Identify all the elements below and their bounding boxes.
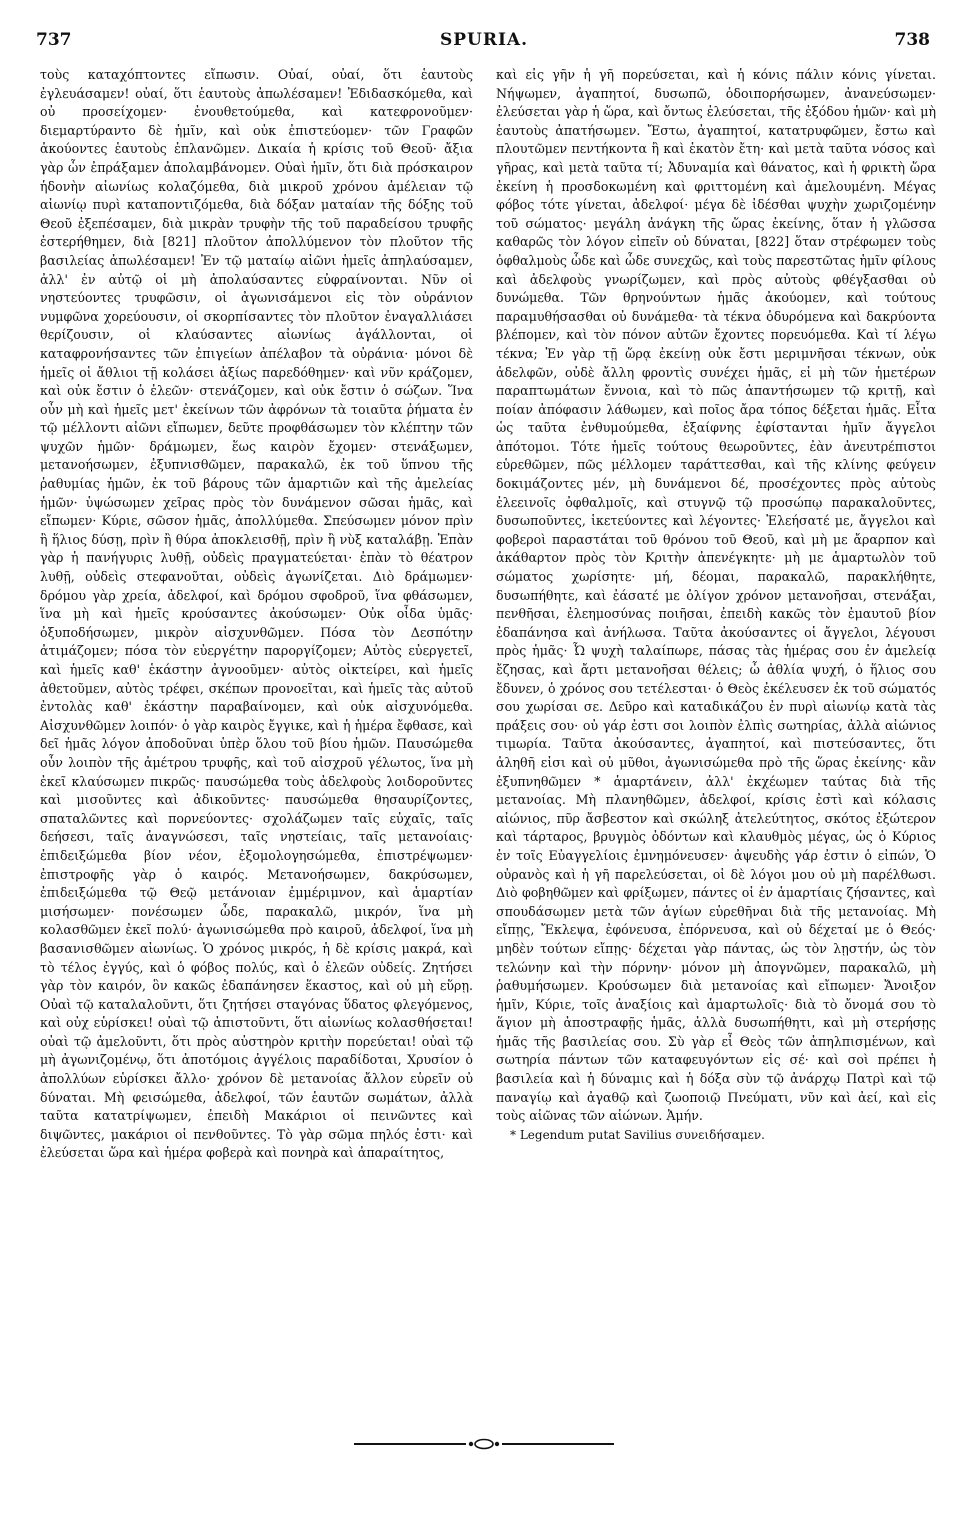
page-number-right: 738 (894, 30, 930, 50)
running-header (30, 30, 938, 54)
right-column (496, 66, 936, 1144)
right-column-text: καὶ εἰς γῆν ἡ γῆ πορεύσεται, καὶ ἡ κόνις πάλιν κόνις γίνεται. Νήψωμεν, ἀγαπητοί, δυσωπῶ, ὁδοιπορήσωμεν, ἀνανεύσωμεν· ἐλεύσεται γὰρ ἡ ὥρα, καὶ ὄντως ἐλεύσεται, τῆς ἐξόδου ἡμῶν· καὶ μὴ ἑαυτοὺς ἀπατήσωμεν. Ἔστω, ἀγαπητοί, κατατρυφῶμεν, ἔστω καὶ πλουτῶμεν πεντήκοντα ἢ καὶ ἑκατὸν ἔτη· καὶ μετὰ ταῦτα νόσος καὶ γῆρας, καὶ μετὰ ταῦτα τί; Ἀδυναμία καὶ θάνατος, καὶ ἡ φρικτὴ ὥρα ἐκείνη ἡ προσδοκωμένη καὶ φριττομένη καὶ ἀμελουμένη. Μέγας φόβος τότε γίνεται, ἀδελφοί· μέγα δὲ ἰδέσθαι ψυχὴν χωριζομένην τοῦ σώματος· μεγάλη ἀνάγκη τῆς ὥρας ἐκείνης, ὅταν ἡ γλῶσσα καθαρῶς τὸν λόγον εἰπεῖν οὐ δύναται, [822] ὅταν στρέφωμεν τοὺς ὀφθαλμοὺς ὧδε καὶ ὧδε συνεχῶς, καὶ τοὺς παρεστῶτας ἡμῖν φίλους καὶ ἀδελφοὺς γνωρίζωμεν, καὶ πρὸς αὐτοὺς φθέγξασθαι οὐ δυνώμεθα. Τῶν θρηνούντων ἡμᾶς ἀκούομεν, καὶ τούτους παραμυθήσασθαι οὐ δυνάμεθα· τὰ τέκνα ὀδυρόμενα καὶ δακρύοντα βλέπομεν, καὶ τὸν πόνον αὐτῶν ἔχοντες πορευόμεθα. Καὶ τί λέγω τέκνα; Ἐν γὰρ τῇ ὥρᾳ ἐκείνῃ οὐκ ἔστι μεριμνῆσαι τέκνων, οὐκ ἀδελφῶν, οὐδὲ ἄλλη φροντὶς συνέχει ἡμᾶς, εἰ μὴ τῶν ἡμετέρων παραπτωμάτων ἔννοια, καὶ τὸ πῶς ἀπαντήσωμεν τῷ κριτῇ, καὶ ποίαν ἀπόφασιν λάθωμεν, καὶ ποῖος ἄρα τόπος δέξεται ἡμᾶς. Εἶτα ὡς ταῦτα ἐνθυμούμεθα, ἐξαίφνης ἐφίστανται ἡμῖν ἄγγελοι ἀπότομοι. Τότε ἡμεῖς τούτους θεωροῦντες, ἐὰν ἀνευτρέπιστοι εὑρεθῶμεν, πῶς μέλλομεν ταράττεσθαι, καὶ τῆς κλίνης φεύγειν δοκιμάζοντες μέν, μὴ δυνάμενοι δέ, προσέχοντες πρὸς αὐτοὺς ἐλεεινοῖς ὀφθαλμοῖς, καὶ στυγνῷ τῷ προσώπῳ παρακαλοῦντες, δυσωποῦντες, ἱκετεύοντες καὶ λέγοντες· Ἐλεήσατέ με, ἄγγελοι καὶ φοβεροὶ παραστάται τοῦ θρόνου τοῦ Θεοῦ, καὶ μὴ με ἄραρπον καὶ ἀκάθαρτον πρὸς τὸν Κριτὴν ἀπενέγκητε· μὴ με ἁμαρτωλὸν τοῦ σώματος χωρίσητε· μή, δέομαι, παρακαλῶ, παρακλήθητε, δυσωπήθητε, καὶ ἐάσατέ με ὀλίγον χρόνον μετανοῆσαι, στενάξαι, πενθῆσαι, ἐλεημοσύνας ποιῆσαι, ἐπειδὴ κακῶς τὸν ἐμαυτοῦ βίον ἐδαπάνησα καὶ ἀνήλωσα. Ταῦτα ἀκούσαντες οἱ ἄγγελοι, λέγουσι πρὸς ἡμᾶς· Ὦ ψυχὴ ταλαίπωρε, πάσας τὰς ἡμέρας σου ἐν ἀμελείᾳ ἔζησας, καὶ ἄρτι μετανοῆσαι θέλεις; ὦ ἀθλία ψυχή, ὁ ἥλιος σου ἔδυνεν, ὁ χρόνος σου τετέλεσται· ὁ Θεὸς ἐκέλευσεν ἐκ τοῦ σώματός σου χωρίσαι σε. Δεῦρο καὶ καταδικάζου ἐν πυρὶ αἰωνίῳ κατὰ τὰς πράξεις σου· οὐ γάρ ἐστι σοι λοιπὸν ἐλπὶς σωτηρίας, ἀλλὰ αἰώνιος τιμωρία. Ταῦτα ἀκούσαντες, ἀγαπητοί, καὶ πιστεύσαντες, ὅτι ἀληθῆ εἰσι καὶ οὐ μῦθοι, ἀγωνισώμεθα πρὸ τῆς ὥρας ἐκείνης· κἂν ἐξυπνηθῶμεν * ἁμαρτάνειν, ἀλλ' ἐκχέωμεν ταύτας διὰ τῆς μετανοίας. Μὴ πλανηθῶμεν, ἀδελφοί, κρίσις ἐστὶ καὶ κόλασις αἰώνιος, πῦρ ἄσβεστον καὶ σκώληξ ἀτελεύτητος, σκότος ἐξώτερον καὶ τάρταρος, βρυγμὸς ὀδόντων καὶ κλαυθμὸς μέγας, ὡς ὁ Κύριος ἐν τοῖς Εὐαγγελίοις ἐμνημόνευσεν· ἀψευδὴς γάρ ἐστιν ὁ εἰπών, Ὁ οὐρανὸς καὶ ἡ γῆ παρελεύσεται, οἱ δὲ λόγοι μου οὐ μὴ παρέλθωσι. Διὸ φοβηθῶμεν καὶ φρίξωμεν, πάντες οἱ ἐν ἁμαρτίαις ζήσαντες, καὶ σπουδάσωμεν μετὰ τῶν ἁγίων εὑρεθῆναι διὰ τῆς μετανοίας. Μὴ εἴπῃς, Ἔκλεψα, ἐφόνευσα, ἐπόρνευσα, καὶ οὐ δέχεταί με ὁ Θεός· μηδὲν τούτων εἴπῃς· δέχεται γὰρ πάντας, ὡς τὸν λῃστήν, ὡς τὸν τελώνην καὶ τὴν πόρνην· μόνον μὴ ἀπογνῶμεν, παρακαλῶ, μὴ ῥαθυμήσωμεν. Κρούσωμεν διὰ μετανοίας καὶ εἴπωμεν· Ἄνοιξον ἡμῖν, Κύριε, τοῖς ἀναξίοις καὶ ἁμαρτωλοῖς· διὰ τὸ ὄνομά σου τὸ ἅγιον μὴ ἀποστραφῇς ἡμᾶς, ἀλλὰ δυσωπήθητι, καὶ μὴ στερήσῃς ἡμᾶς τῆς βασιλείας σου. Σὺ γὰρ εἶ Θεὸς τῶν ἀπηλπισμένων, καὶ σωτηρία πάντων τῶν καταφευγόντων εἰς σέ· καὶ σοὶ πρέπει ἡ βασιλεία καὶ ἡ δύναμις καὶ ἡ δόξα σὺν τῷ ἀνάρχῳ Πατρὶ καὶ τῷ παναγίῳ καὶ ἀγαθῷ καὶ ζωοποιῷ Πνεύματι, νῦν καὶ ἀεί, καὶ εἰς τοὺς αἰῶνας τῶν αἰώνων. Ἀμήν. (496, 67, 936, 1124)
running-title: SPURIA. (439, 30, 529, 50)
left-column (40, 66, 473, 1163)
left-column-text: τοὺς καταχόπτοντες εἴπωσιν. Οὐαί, οὐαί, ὅτι ἑαυτοὺς ἐγλευάσαμεν! οὐαί, ὅτι ἑαυτοὺς ἀπωλέσαμεν! Ἐδιδασκόμεθα, καὶ οὐ προσείχομεν· ἐνουθετούμεθα, καὶ κατεφρονοῦμεν· διεμαρτύραντο δὲ ἡμῖν, καὶ οὐκ ἐπιστεύομεν· τῶν Γραφῶν ἀκούοντες ἑαυτοὺς ἐπλανῶμεν. Δικαία ἡ κρίσις τοῦ Θεοῦ· ἄξια γὰρ ὧν ἐπράξαμεν ἀπολαμβάνομεν. Οὐαὶ ἡμῖν, ὅτι διὰ πρόσκαιρον ἡδονὴν αἰωνίως κολαζόμεθα, διὰ μικροῦ χρόνου ἀμέλειαν τῷ αἰωνίῳ πυρὶ καταποντιζόμεθα, διὰ δόξαν ματαίαν τῆς δόξης τοῦ Θεοῦ ἐξεπέσαμεν, διὰ μικρὰν τρυφὴν τῆς τοῦ παραδείσου τρυφῆς ἐστερήθημεν, διὰ [821] πλοῦτον ἀπολλύμενον τὸν πλοῦτον τῆς βασιλείας ἀπωλέσαμεν! Ἐν τῷ ματαίῳ αἰῶνι ἡμεῖς ἀπηλαύσαμεν, ἀλλ' ἐν αὐτῷ οἱ μὴ ἀπολαύσαντες εὐφραίνονται. Νῦν οἱ νηστεύοντες τρυφῶσιν, οἱ ἀγωνισάμενοι εἰς τὸν οὐράνιον νυμφῶνα χορεύουσιν, οἱ σκορπίσαντες τὸν πλοῦτον ἐναγαλλιάσει θερίζουσιν, οἱ κλαύσαντες αἰωνίως ἀγάλλονται, οἱ καταφρονήσαντες τῶν ἐπιγείων ἀπέλαβον τὰ οὐράνια· μόνοι δὲ ἡμεῖς οἱ ἄθλιοι τῇ κολάσει ἀξίως παρεδόθημεν· καὶ νῦν κράζομεν, καὶ οὐκ ἔστιν ὁ ἐλεῶν· στενάζομεν, καὶ οὐκ ἔστιν ὁ σώζων. Ἵνα οὖν μὴ καὶ ἡμεῖς μετ' ἐκείνων τῶν ἀφρόνων τὰ τοιαῦτα ῥήματα ἐν τῷ μέλλοντι αἰῶνι εἴπωμεν, δεῦτε προφθάσωμεν τὸν κλέπτην τῶν ψυχῶν ἡμῶν· δράμωμεν, ἕως καιρὸν ἔχομεν· στενάξωμεν, μετανοήσωμεν, ἐξυπνισθῶμεν, παρακαλῶ, ἐκ τοῦ ὕπνου τῆς ῥαθυμίας ἡμῶν, ἐκ τοῦ βάρους τῶν ἁμαρτιῶν καὶ τῆς ἀμελείας ἡμῶν· ὑψώσωμεν χεῖρας πρὸς τὸν δυνάμενον σῶσαι ἡμᾶς, καὶ εἴπωμεν· Κύριε, σῶσον ἡμᾶς, ἀπολλύμεθα. Σπεύσωμεν μόνον πρὶν ἢ ἥλιος δύσῃ, πρὶν ἢ θύρα ἀποκλεισθῇ, πρὶν ἢ νὺξ καταλάβῃ. Ἐπὰν γὰρ ἡ πανήγυρις λυθῇ, οὐδεὶς πραγματεύεται· ἐπὰν τὸ θέατρον λυθῇ, οὐδεὶς στεφανοῦται, οὐδεὶς ἀγωνίζεται. Διὸ δράμωμεν· δρόμου γὰρ χρεία, ἀδελφοί, καὶ δρόμου σφοδροῦ, ἵνα φθάσωμεν, ἵνα μὴ καὶ ἡμεῖς κρούσαντες ἀκούσωμεν· Οὐκ οἶδα ὑμᾶς· ὀξυποδήσωμεν, μικρὸν αἰσχυνθῶμεν. Πόσα τὸν Δεσπότην ἀτιμάζομεν; πόσα τὸν εὐεργέτην παροργίζομεν; Αὐτὸς εὐεργετεῖ, καὶ ἡμεῖς καθ' ἑκάστην ἀγνοοῦμεν· αὐτὸς οἰκτείρει, καὶ ἡμεῖς ἀθετοῦμεν, αὐτὸς τρέφει, σκέπων προνοεῖται, καὶ ἡμεῖς τὰς αὐτοῦ ἐντολὰς καθ' ἑκάστην παραβαίνομεν, καὶ οὐκ αἰσχυνόμεθα. Αἰσχυνθῶμεν λοιπόν· ὁ γὰρ καιρὸς ἔγγικε, καὶ ἡ ἡμέρα ἔφθασε, καὶ δεῖ ἡμᾶς λόγον ἀποδοῦναι ὑπὲρ ὅλου τοῦ βίου ἡμῶν. Παυσώμεθα οὖν λοιπὸν τῆς ἀμέτρου τρυφῆς, καὶ τοῦ αἰσχροῦ γέλωτος, ἵνα μὴ ἐκεῖ κλαύσωμεν πικρῶς· παυσώμεθα τοὺς ἀδελφοὺς λοιδοροῦντες καὶ μισοῦντες καὶ ἀδικοῦντες· παυσώμεθα θησαυρίζοντες, σπαταλῶντες καὶ πορνεύοντες· σχολάζωμεν ταῖς εὐχαῖς, ταῖς δεήσεσι, ταῖς ἀναγνώσεσι, ταῖς νηστείαις, ταῖς μετανοίαις· ἐπιδειξώμεθα βίον νέον, ἐξομολογησώμεθα, ἐπιστρέψωμεν· ἐπιστροφῆς γὰρ ὁ καιρός. Μετανοήσωμεν, δακρύσωμεν, ἐπιδειξώμεθα τῷ Θεῷ μετάνοιαν ἐμμέριμνον, καὶ ἁμαρτίαν μισήσωμεν· πονέσωμεν ὧδε, παρακαλῶ, μικρόν, ἵνα μὴ κολασθῶμεν ἐκεῖ πολύ· ἀγωνισώμεθα πρὸ καιροῦ, ἀδελφοί, ἵνα μὴ βασανισθῶμεν αἰωνίως. Ὁ χρόνος μικρός, ἡ δὲ κρίσις μακρά, καὶ τὸ τέλος ἐγγύς, καὶ ὁ φόβος πολύς, καὶ ὁ ἐλεῶν οὐδείς. Ζητήσει γὰρ τὸν καιρόν, ὃν κακῶς ἐδαπάνησεν ἕκαστος, καὶ οὐ μὴ εὕρῃ. Οὐαὶ τῷ καταλαλοῦντι, ὅτι ζητήσει σταγόνας ὕδατος φλεγόμενος, καὶ οὐχ εὑρίσκει! οὐαὶ τῷ ἀπιστοῦντι, ὅτι αἰωνίως κολασθήσεται! οὐαὶ τῷ ἀμελοῦντι, ὅτι πρὸς αὐστηρὸν κριτὴν πορεύεται! οὐαὶ τῷ μὴ ἀγωνιζομένῳ, ὅτι ἀποτόμοις ἀγγέλοις παραδίδοται, Χρυσίον ὁ ἀπολλύων εὑρίσκει ἄλλο· χρόνον δὲ μετανοίας ἄλλον εὑρεῖν οὐ δύναται. Μὴ φεισώμεθα, ἀδελφοί, τῶν ἑαυτῶν σωμάτων, ἀλλὰ ταῦτα κατατρίψωμεν, ἐπειδὴ Μακάριοι οἱ πεινῶντες καὶ διψῶντες, μακάριοι οἱ πενθοῦντες. Τὸ γὰρ σῶμα πηλός ἐστι· καὶ ἐλεύσεται ὥρα καὶ ἡμέρα φοβερὰ καὶ πονηρὰ καὶ ἀπαραίτητος, (40, 67, 473, 1161)
page-number-left: 737 (36, 30, 72, 50)
ornament-rule (354, 1438, 614, 1450)
footnote: * Legendum putat Savilius συνειδήσαμεν. (510, 1127, 765, 1142)
